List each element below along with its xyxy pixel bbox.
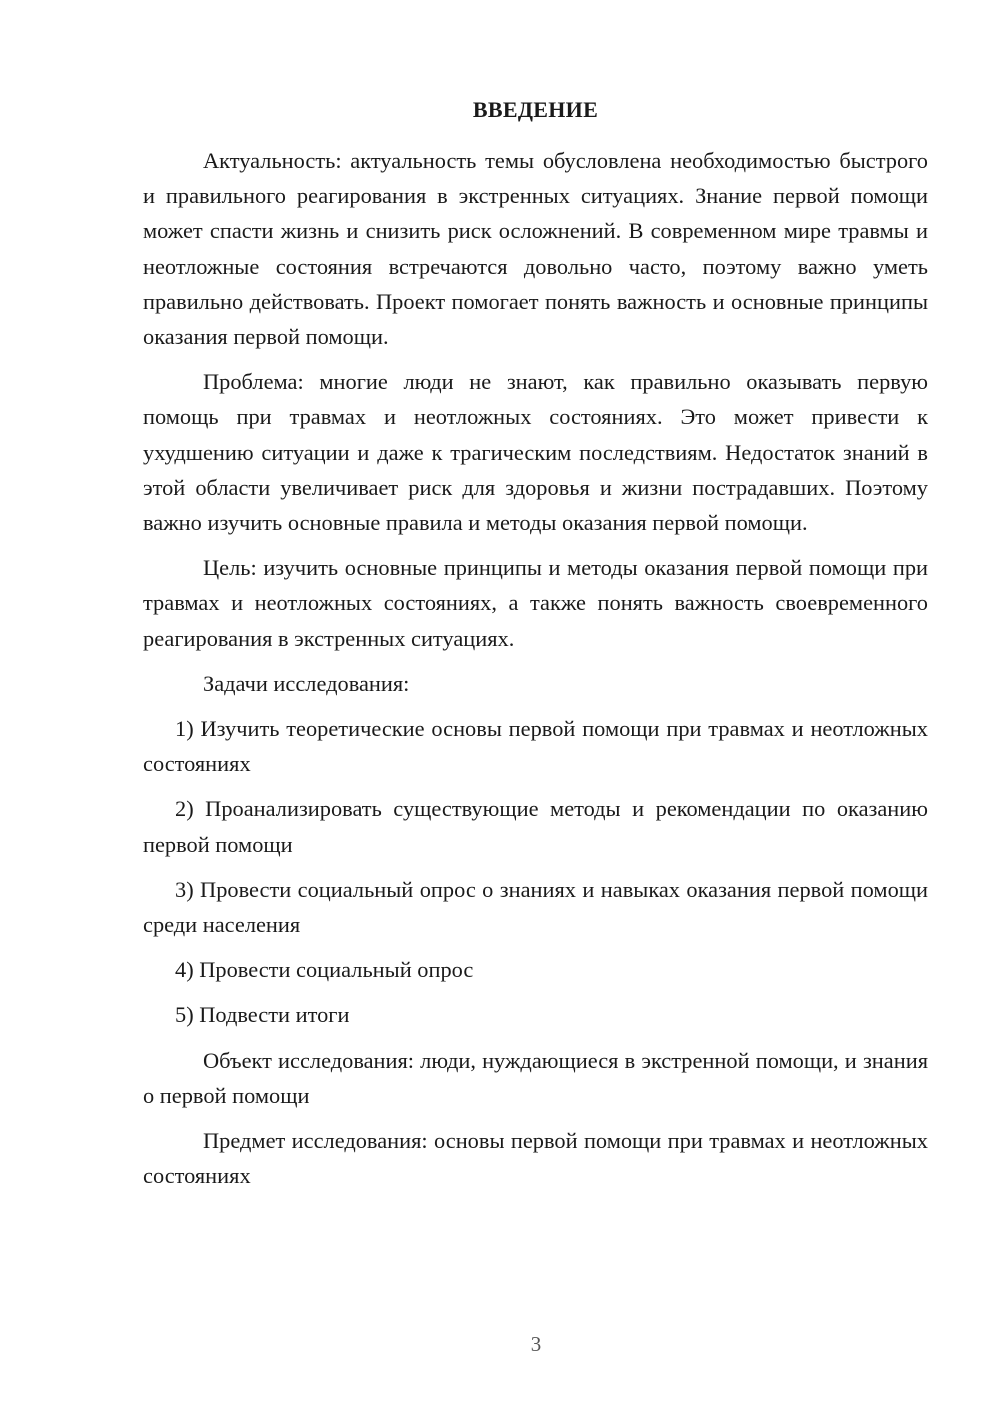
task-item-5: 5) Подвести итоги [175,1002,350,1028]
paragraph-object: Объект исследования: люди, нуждающиеся в экстренной помощи, и знания о первой помощи [143,1047,928,1108]
page-title: ВВЕДЕНИЕ [472,97,599,122]
task-item-1: 1) Изучить теоретические основы первой помощи при травмах и неотложных состояниях [143,716,928,777]
page-number: 3 [530,1332,542,1356]
paragraph-relevance: Актуальность: актуальность темы обусловлена необходимостью быстрого и правильного реагирования в экстренных ситуациях. Знание первой помощи может спасти жизнь и снизить риск осложнений. В современном мире травмы и неотложные состояния встречаются довольно часто, поэтому важно уметь правильно действовать. Проект помогает понять важность и основные принципы оказания первой помощи. [143,148,928,350]
task-item-3: 3) Провести социальный опрос о знаниях и навыках оказания первой помощи среди населения [143,876,928,938]
task-item-2: 2) Проанализировать существующие методы и рекомендации по оказанию первой помощи [143,796,928,857]
paragraph-subject: Предмет исследования: основы первой помощи при травмах и неотложных состояниях [143,1128,928,1189]
task-item-4: 4) Провести социальный опрос [175,957,474,983]
paragraph-tasks-heading: Задачи исследования: [203,670,410,696]
document-page [143,92,928,1203]
paragraph-goal: Цель: изучить основные принципы и методы оказания первой помощи при травмах и неотложных состояниях, а также понять важность своевременного реагирования в экстренных ситуациях. [143,555,928,651]
paragraph-problem: Проблема: многие люди не знают, как правильно оказывать первую помощь при травмах и неотложных состояниях. Это может привести к ухудшению ситуации и даже к трагическим последствиям. Недостаток знаний в этой области увеличивает риск для здоровья и жизни пострадавших. Поэтому важно изучить основные правила и методы оказания первой помощи. [143,369,928,536]
